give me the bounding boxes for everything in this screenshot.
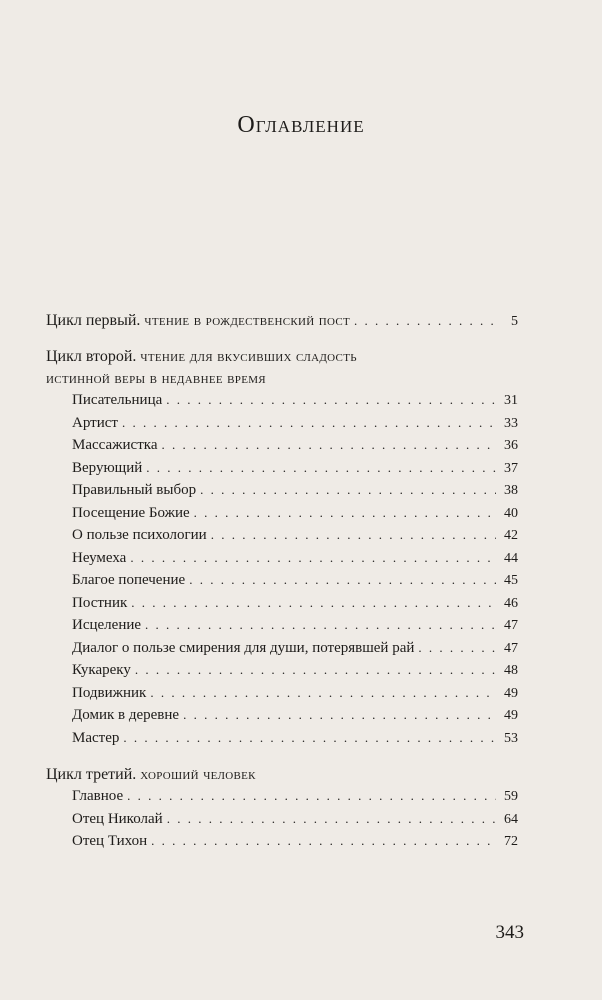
toc-entry xyxy=(46,437,518,460)
leader-dots xyxy=(130,550,496,566)
leader-dots xyxy=(161,437,496,453)
entry-page: 40 xyxy=(504,505,518,521)
page-title: Оглавление xyxy=(237,112,365,138)
leader-dots xyxy=(151,833,496,849)
toc-entry xyxy=(46,527,518,550)
leader-dots xyxy=(166,392,496,408)
toc-entry xyxy=(46,550,518,573)
leader-dots xyxy=(183,707,496,723)
entry-page: 64 xyxy=(504,811,518,827)
entry-label: Артист xyxy=(72,414,118,431)
leader-dots xyxy=(354,313,496,329)
page-number: 343 xyxy=(495,922,524,943)
entry-page: 45 xyxy=(504,573,518,588)
cycle-3-name: хороший человек xyxy=(140,766,256,783)
entry-label: Массажистка xyxy=(72,437,158,453)
toc-entry xyxy=(46,730,518,753)
leader-dots xyxy=(131,595,496,611)
entry-page: 47 xyxy=(504,640,518,656)
entry-page: 31 xyxy=(504,393,518,408)
toc-entry xyxy=(46,392,518,415)
toc-entry xyxy=(46,572,518,595)
toc-entry xyxy=(46,482,518,505)
entry-label: Главное xyxy=(72,788,124,804)
entry-label: Неумеха xyxy=(72,549,127,566)
entry-label: Благое попечение xyxy=(72,572,186,588)
entry-label: Посещение Божие xyxy=(72,504,190,521)
entry-label: Отец Николай xyxy=(72,810,163,827)
toc-entry xyxy=(46,811,518,834)
entry-label: Домик в деревне xyxy=(72,707,180,723)
leader-dots xyxy=(135,662,496,678)
cycle-3-prefix: Цикл третий. xyxy=(46,766,137,783)
entry-page: 49 xyxy=(504,708,518,723)
leader-dots xyxy=(211,527,496,543)
leader-dots xyxy=(200,482,496,498)
entry-label: Подвижник xyxy=(72,684,147,701)
cycle-2-name-line1: чтение для вкусивших сладость xyxy=(140,348,357,365)
leader-dots xyxy=(167,811,496,827)
cycle-2-entries xyxy=(46,392,518,752)
entry-label: Мастер xyxy=(72,729,120,746)
table-of-contents xyxy=(46,312,518,856)
entry-page: 36 xyxy=(504,438,518,453)
cycle-1-prefix: Цикл первый. xyxy=(46,312,141,329)
leader-dots xyxy=(123,730,496,746)
toc-entry xyxy=(46,707,518,730)
entry-label: Кукареку xyxy=(72,662,131,678)
entry-page: 47 xyxy=(504,618,518,633)
cycle-3-entries xyxy=(46,788,518,856)
entry-label: Исцеление xyxy=(72,617,142,633)
leader-dots xyxy=(418,640,496,656)
entry-page: 72 xyxy=(504,834,518,849)
cycle-2-name-line2: истинной веры в недавнее время xyxy=(46,370,266,387)
toc-cycle-3-heading xyxy=(46,766,518,788)
entry-page: 33 xyxy=(504,415,518,431)
entry-page: 46 xyxy=(504,595,518,611)
toc-entry xyxy=(46,685,518,708)
entry-page: 38 xyxy=(504,483,518,498)
toc-entry xyxy=(46,833,518,856)
entry-page: 44 xyxy=(504,550,518,566)
entry-label: Постник xyxy=(72,594,128,611)
leader-dots xyxy=(194,505,496,521)
entry-page: 42 xyxy=(504,528,518,543)
leader-dots xyxy=(189,572,496,588)
entry-label: О пользе психологии xyxy=(72,527,207,543)
entry-label: Правильный выбор xyxy=(72,482,197,498)
cycle-2-prefix: Цикл второй. xyxy=(46,348,137,365)
leader-dots xyxy=(146,460,496,476)
entry-page: 37 xyxy=(504,460,518,476)
toc-entry xyxy=(46,662,518,685)
leader-dots xyxy=(122,415,496,431)
entry-label: Верующий xyxy=(72,459,143,476)
entry-page: 53 xyxy=(504,730,518,746)
leader-dots xyxy=(150,685,496,701)
toc-entry xyxy=(46,617,518,640)
toc-entry xyxy=(46,460,518,483)
toc-entry xyxy=(46,505,518,528)
toc-entry xyxy=(46,788,518,811)
toc-entry xyxy=(46,415,518,438)
cycle-1-name: чтение в рождественский пост xyxy=(144,312,351,329)
entry-page: 49 xyxy=(504,685,518,701)
leader-dots xyxy=(145,617,496,633)
entry-page: 59 xyxy=(504,789,518,804)
cycle-1-page: 5 xyxy=(511,314,518,329)
entry-page: 48 xyxy=(504,663,518,678)
entry-label: Отец Тихон xyxy=(72,833,148,849)
toc-cycle-2-heading xyxy=(46,348,518,392)
leader-dots xyxy=(127,788,496,804)
toc-entry xyxy=(46,595,518,618)
toc-entry xyxy=(46,640,518,663)
entry-label: Писательница xyxy=(72,392,163,408)
toc-cycle-1 xyxy=(46,312,518,334)
entry-label: Диалог о пользе смирения для души, потерявшей рай xyxy=(72,639,415,656)
